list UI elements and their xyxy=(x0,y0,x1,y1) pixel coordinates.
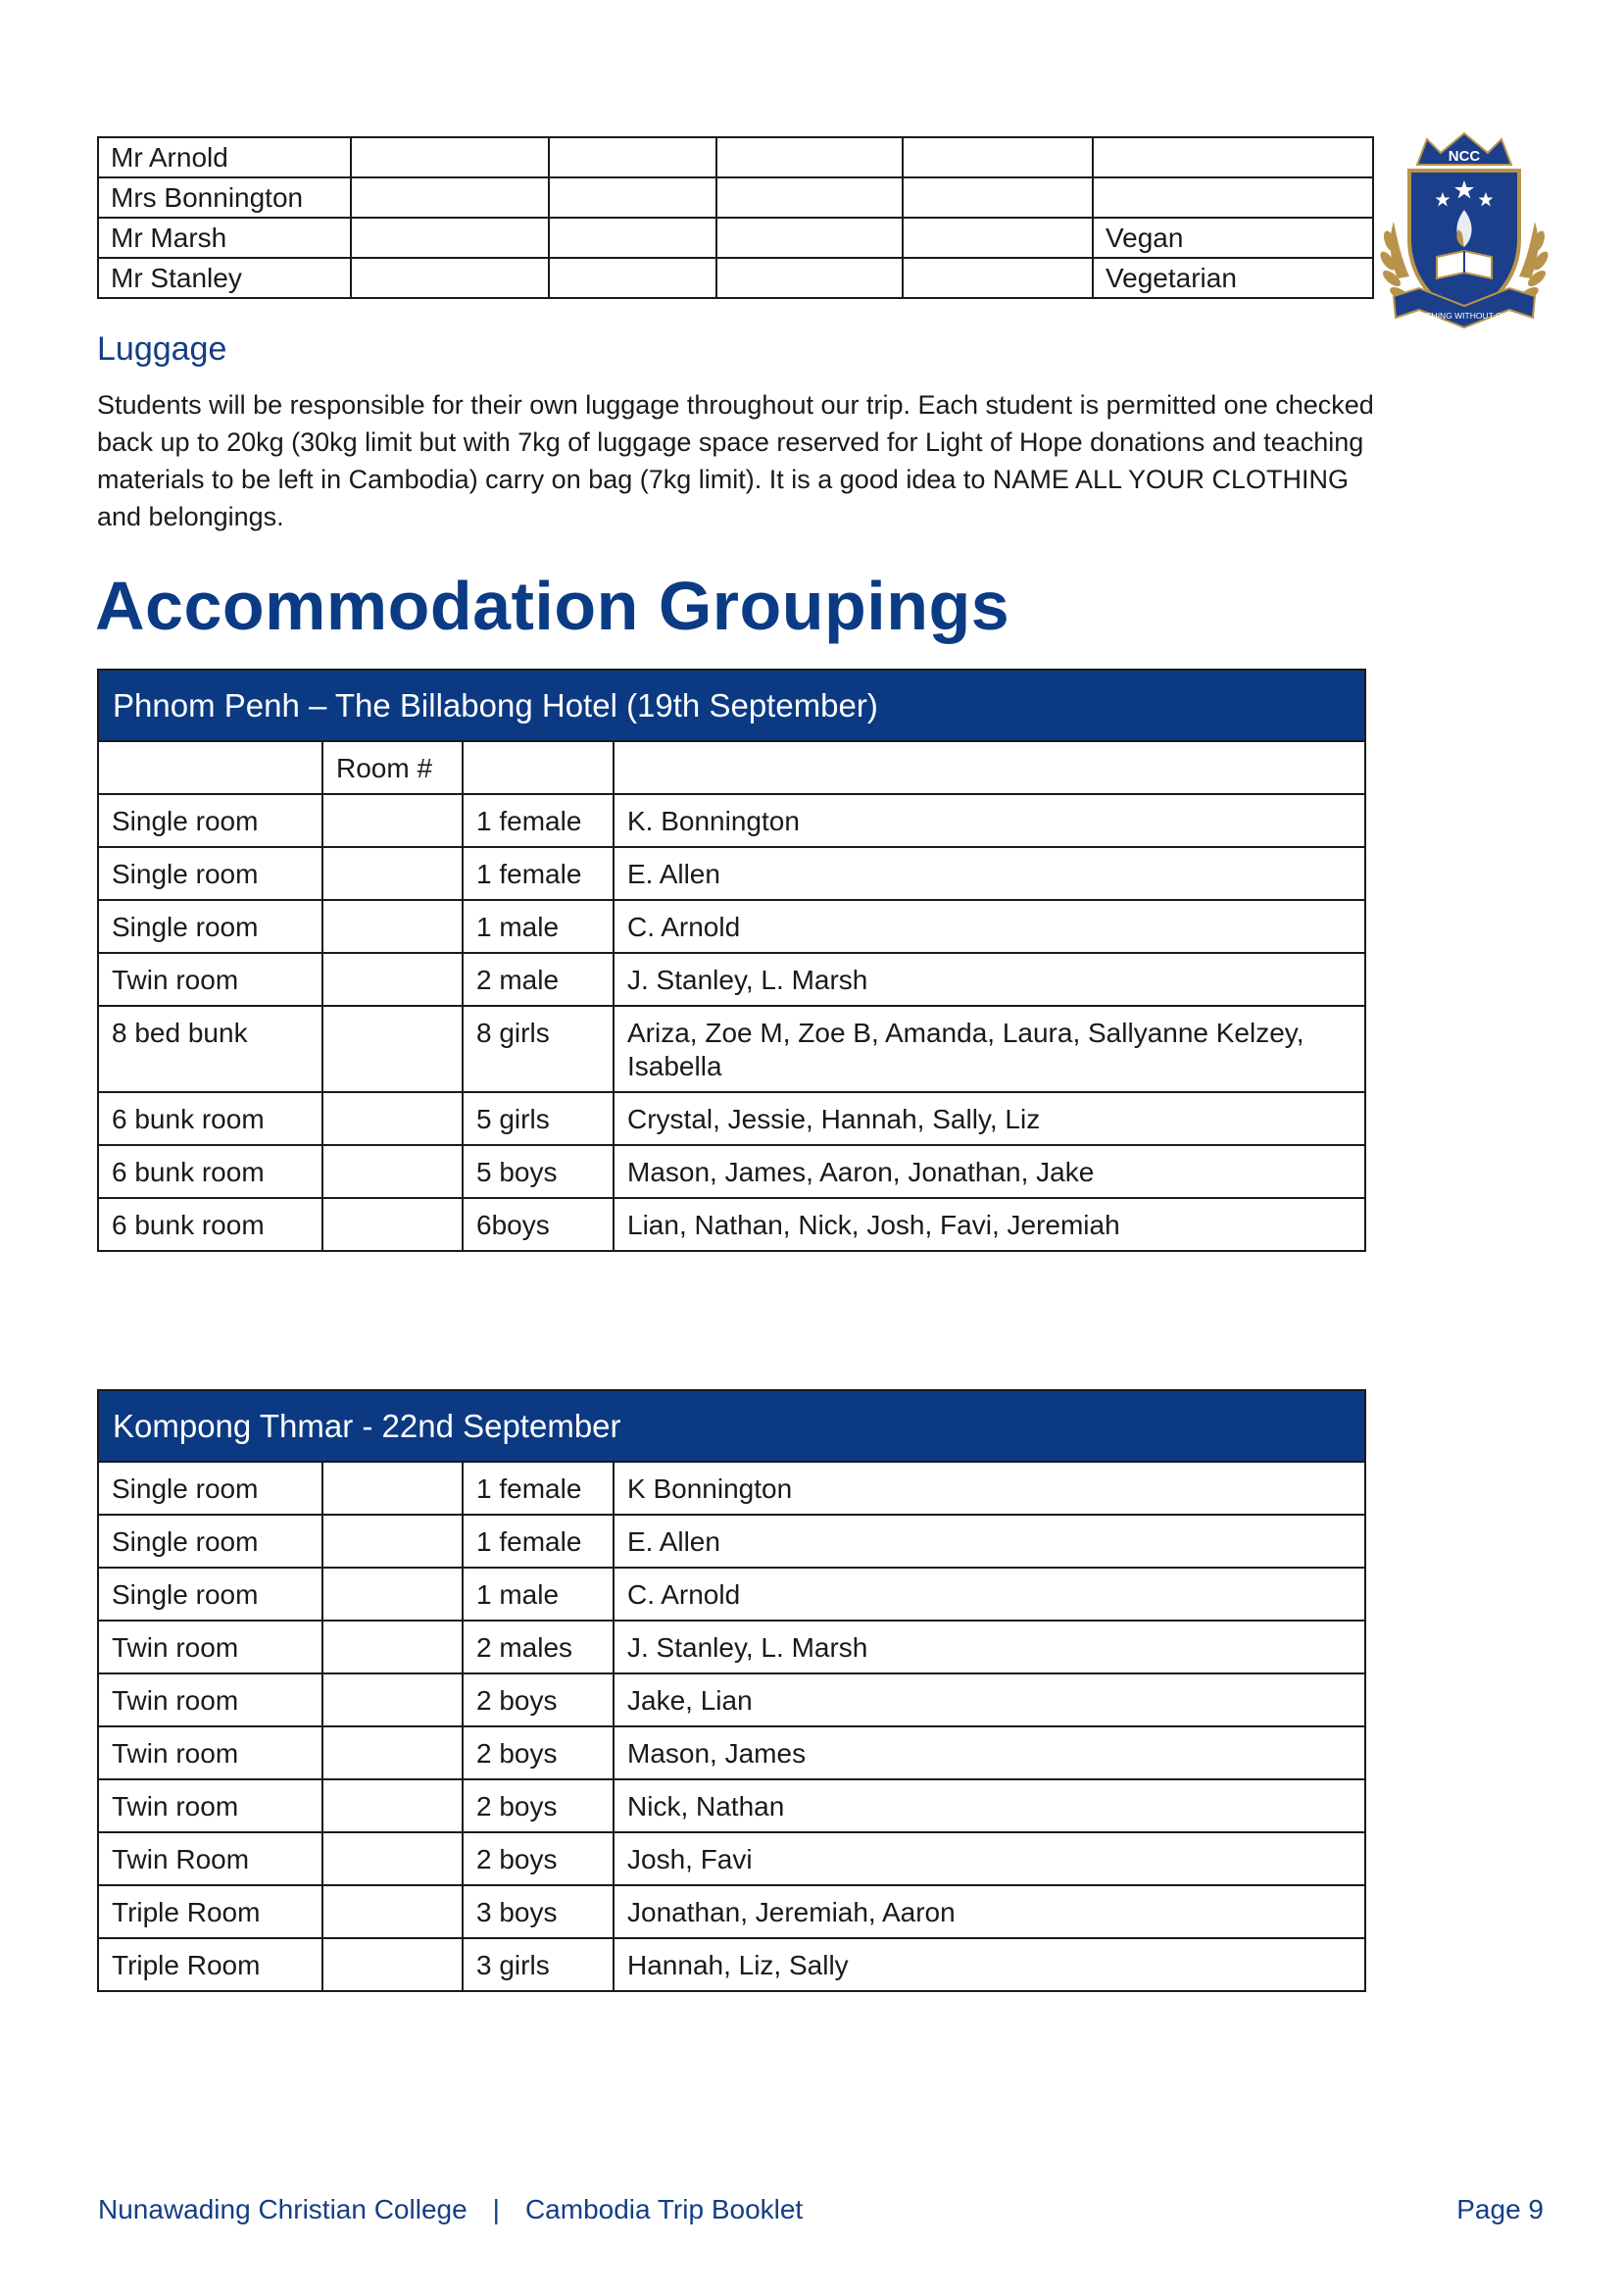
room-row xyxy=(98,1198,1365,1251)
table-cell: Single room xyxy=(98,900,322,953)
staff-dietary-table xyxy=(97,136,1374,299)
room-row xyxy=(98,1621,1365,1673)
crest-motto: NOTHING WITHOUT GOD xyxy=(1413,311,1515,321)
luggage-paragraph: Students will be responsible for their own luggage throughout our trip. Each student is permitted one checked back up to 20kg (30kg limit but with 7kg of luggage space reserved for Light of Hope donations and teaching materials to be left in Cambodia) carry on bag (7kg limit). It is a good idea to NAME ALL YOUR CLOTHING and belongings. xyxy=(97,390,1374,531)
table-cell: 6 bunk room xyxy=(98,1092,322,1145)
table-cell: 6 bunk room xyxy=(98,1198,322,1251)
table-cell: 8 bed bunk xyxy=(98,1006,322,1092)
table-cell: 2 male xyxy=(463,953,614,1006)
table-cell: Vegetarian xyxy=(1093,258,1373,298)
table-cell xyxy=(322,1885,463,1938)
luggage-heading: Luggage xyxy=(97,330,227,368)
table-cell: 3 boys xyxy=(463,1885,614,1938)
table-cell: Single room xyxy=(98,1568,322,1621)
room-row xyxy=(98,1145,1365,1198)
table-cell xyxy=(351,137,549,177)
table-cell: Hannah, Liz, Sally xyxy=(614,1938,1365,1991)
crest-initials: NCC xyxy=(1448,148,1481,165)
column-header-cell: Room # xyxy=(322,741,463,794)
table-cell xyxy=(322,1462,463,1515)
table-cell xyxy=(322,1621,463,1673)
table-cell xyxy=(716,177,903,218)
staff-table-body xyxy=(98,137,1373,298)
table-cell: Mr Marsh xyxy=(98,218,351,258)
table-cell xyxy=(549,137,716,177)
room-row xyxy=(98,847,1365,900)
staff-row xyxy=(98,177,1373,218)
table-cell xyxy=(322,1726,463,1779)
room-row xyxy=(98,1006,1365,1092)
staff-row xyxy=(98,258,1373,298)
table-cell xyxy=(322,1779,463,1832)
table-cell xyxy=(322,1568,463,1621)
table-cell: Triple Room xyxy=(98,1885,322,1938)
kompong-thmar-table-body xyxy=(98,1462,1365,1991)
table-cell: Josh, Favi xyxy=(614,1832,1365,1885)
table-cell: Mason, James, Aaron, Jonathan, Jake xyxy=(614,1145,1365,1198)
table-cell xyxy=(322,847,463,900)
room-row xyxy=(98,953,1365,1006)
table-cell: 2 boys xyxy=(463,1726,614,1779)
table-cell: 1 female xyxy=(463,847,614,900)
school-crest-logo xyxy=(1380,131,1549,349)
table-cell: Ariza, Zoe M, Zoe B, Amanda, Laura, Sallyanne Kelzey, Isabella xyxy=(614,1006,1365,1092)
table-cell xyxy=(549,218,716,258)
table-cell: 2 boys xyxy=(463,1673,614,1726)
table-cell xyxy=(351,258,549,298)
table-cell: 6boys xyxy=(463,1198,614,1251)
table-cell: 1 female xyxy=(463,1515,614,1568)
table-cell: 2 males xyxy=(463,1621,614,1673)
table-cell xyxy=(322,1673,463,1726)
table-cell xyxy=(903,177,1093,218)
table-cell xyxy=(322,1938,463,1991)
table-cell xyxy=(549,177,716,218)
staff-row xyxy=(98,137,1373,177)
table-cell xyxy=(322,1832,463,1885)
table-cell: Twin room xyxy=(98,1779,322,1832)
table-cell: Single room xyxy=(98,794,322,847)
table-cell xyxy=(322,1006,463,1092)
table-cell: J. Stanley, L. Marsh xyxy=(614,953,1365,1006)
table-cell: 1 male xyxy=(463,1568,614,1621)
table-cell xyxy=(903,218,1093,258)
table-cell: Nick, Nathan xyxy=(614,1779,1365,1832)
table-cell: Single room xyxy=(98,1462,322,1515)
table-cell: 3 girls xyxy=(463,1938,614,1991)
table-cell: J. Stanley, L. Marsh xyxy=(614,1621,1365,1673)
table-cell: 2 boys xyxy=(463,1779,614,1832)
footer-separator: | xyxy=(492,2194,500,2224)
table-cell xyxy=(322,1145,463,1198)
table-cell xyxy=(351,177,549,218)
table-cell: E. Allen xyxy=(614,847,1365,900)
table-cell xyxy=(716,258,903,298)
table-cell: Mason, James xyxy=(614,1726,1365,1779)
table-cell: 2 boys xyxy=(463,1832,614,1885)
table-cell: Crystal, Jessie, Hannah, Sally, Liz xyxy=(614,1092,1365,1145)
room-row xyxy=(98,900,1365,953)
table-cell xyxy=(549,258,716,298)
table-cell: Single room xyxy=(98,847,322,900)
table-cell: Mr Arnold xyxy=(98,137,351,177)
table-cell: E. Allen xyxy=(614,1515,1365,1568)
table-cell: Jonathan, Jeremiah, Aaron xyxy=(614,1885,1365,1938)
room-row xyxy=(98,794,1365,847)
table-cell: 1 female xyxy=(463,794,614,847)
page-title: Accommodation Groupings xyxy=(95,568,1010,644)
table-cell: Twin Room xyxy=(98,1832,322,1885)
table-cell xyxy=(322,1515,463,1568)
table-cell: Lian, Nathan, Nick, Josh, Favi, Jeremiah xyxy=(614,1198,1365,1251)
table-cell xyxy=(1093,137,1373,177)
table-cell: Vegan xyxy=(1093,218,1373,258)
table-cell xyxy=(322,1092,463,1145)
staff-row xyxy=(98,218,1373,258)
room-row xyxy=(98,1515,1365,1568)
footer-page-number: Page 9 xyxy=(1456,2194,1544,2224)
table-cell: Twin room xyxy=(98,1673,322,1726)
table-cell xyxy=(1093,177,1373,218)
column-header-cell xyxy=(463,741,614,794)
footer-left xyxy=(98,2194,803,2225)
kompong-thmar-heading: Kompong Thmar - 22nd September xyxy=(98,1390,1365,1462)
table-cell: 8 girls xyxy=(463,1006,614,1092)
table-cell: Triple Room xyxy=(98,1938,322,1991)
room-row xyxy=(98,1092,1365,1145)
table-cell xyxy=(322,900,463,953)
table-cell: 5 girls xyxy=(463,1092,614,1145)
table-cell xyxy=(903,137,1093,177)
table-cell: Jake, Lian xyxy=(614,1673,1365,1726)
table-cell: Mr Stanley xyxy=(98,258,351,298)
column-header-cell xyxy=(614,741,1365,794)
column-header-cell xyxy=(98,741,322,794)
phnom-penh-table-body xyxy=(98,741,1365,1251)
table-cell xyxy=(322,1198,463,1251)
table-cell: C. Arnold xyxy=(614,1568,1365,1621)
room-row xyxy=(98,1779,1365,1832)
table-cell: Single room xyxy=(98,1515,322,1568)
table-cell: K. Bonnington xyxy=(614,794,1365,847)
table-cell xyxy=(322,794,463,847)
footer-booklet-name: Cambodia Trip Booklet xyxy=(524,2194,804,2224)
room-row xyxy=(98,1832,1365,1885)
phnom-penh-accommodation-table xyxy=(97,669,1366,1252)
table-cell xyxy=(351,218,549,258)
room-row xyxy=(98,1726,1365,1779)
table-cell: C. Arnold xyxy=(614,900,1365,953)
table-cell: Twin room xyxy=(98,1621,322,1673)
table-cell: Twin room xyxy=(98,1726,322,1779)
table-cell: K Bonnington xyxy=(614,1462,1365,1515)
table-cell: Twin room xyxy=(98,953,322,1006)
table-cell: 1 female xyxy=(463,1462,614,1515)
table-cell: Mrs Bonnington xyxy=(98,177,351,218)
footer-school-name: Nunawading Christian College xyxy=(98,2194,467,2224)
room-row xyxy=(98,1885,1365,1938)
column-header-row xyxy=(98,741,1365,794)
table-cell xyxy=(716,137,903,177)
room-row xyxy=(98,1568,1365,1621)
table-cell xyxy=(716,218,903,258)
table-cell: 5 boys xyxy=(463,1145,614,1198)
table-cell xyxy=(322,953,463,1006)
room-row xyxy=(98,1462,1365,1515)
room-row xyxy=(98,1673,1365,1726)
table-cell: 1 male xyxy=(463,900,614,953)
phnom-penh-heading: Phnom Penh – The Billabong Hotel (19th September) xyxy=(98,670,1365,741)
kompong-thmar-accommodation-table xyxy=(97,1389,1366,1992)
table-cell: 6 bunk room xyxy=(98,1145,322,1198)
table-cell xyxy=(903,258,1093,298)
room-row xyxy=(98,1938,1365,1991)
